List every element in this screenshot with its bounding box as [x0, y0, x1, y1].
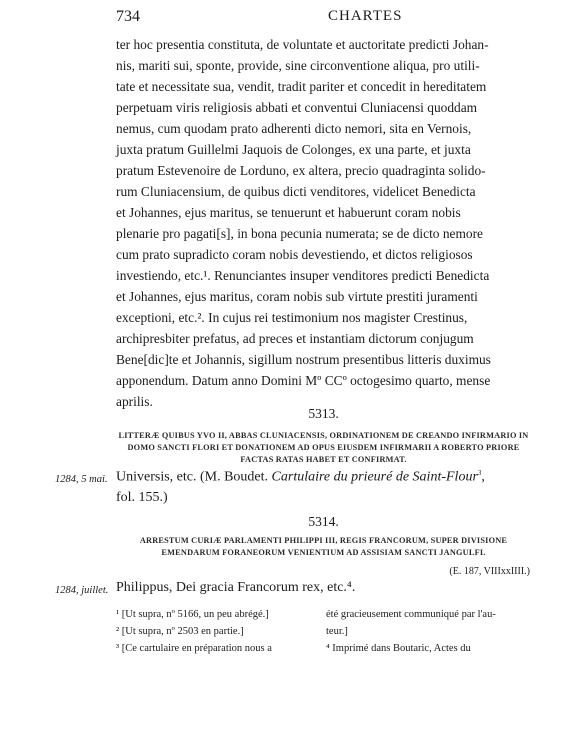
footnote-line: teur.]: [326, 626, 348, 637]
document-number-5314: 5314.: [308, 514, 339, 529]
document-heading-5314: [116, 535, 531, 559]
text-line: archipresbiter prefatus, ad preces et instantiam dictorum conjugum: [116, 331, 474, 346]
document-number-5313: 5313.: [308, 406, 339, 421]
text-line: pratum Estevenoire de Lorduno, ex altera, precio quadraginta solido-: [116, 163, 486, 178]
text-line: Bene[dic]te et Johannis, sigillum nostrum presentibus litteris duximus: [116, 352, 491, 367]
text-line: et Johannes, ejus maritus, se tenuerunt et habuerunt coram nobis: [116, 205, 461, 220]
text-line: cum prato supradicto coram nobis devestiendo, et dictos religiosos: [116, 247, 473, 262]
document-text-5313-line2: fol. 155.): [116, 490, 168, 505]
heading-line: DOMO SANCTI FLORI ET DONATIONEM AD OPUS EIUSDEM INFIRMARII A ROBERTO PRIORE: [127, 443, 520, 452]
footnote-ref: 3: [477, 469, 482, 477]
margin-date-5314: 1284, juillet.: [55, 585, 109, 596]
text-line: et Johannes, ejus maritus, coram nobis sub virtute prestiti juramenti: [116, 289, 478, 304]
text-line: nemus, cum quodam prato adherenti dicto nemori, sita en Vernois,: [116, 121, 472, 136]
text-line: ter hoc presentia constituta, de voluntate et auctoritate predicti Johan-: [116, 37, 489, 52]
heading-line: ARRESTUM CURIÆ PARLAMENTI PHILIPPI III, REGIS FRANCORUM, SUPER DIVISIONE: [139, 536, 508, 545]
archive-reference: (E. 187, VIIIxxIIII.): [449, 566, 530, 577]
heading-line: EMENDARUM FORANEORUM VENIENTIUM AD ASSISIAM SANCTI JANGULFI.: [161, 548, 486, 557]
footnote-line: ¹ [Ut supra, nº 5166, un peu abrégé.]: [116, 609, 269, 620]
margin-date-5313: 1284, 5 mai.: [55, 474, 108, 485]
text-line: aprilis.: [116, 394, 153, 409]
document-text-5313: [116, 469, 485, 486]
text-line: juxta pratum Guillelmi Jaquois de Colonges, ex una parte, et juxta: [116, 142, 471, 157]
text-line: plenarie pro pagati[s], in bona pecunia numerata; se de dicto nemore: [116, 226, 483, 241]
page-number: 734: [116, 8, 140, 25]
document-heading-5313: [116, 430, 531, 466]
footnote-line: été gracieusement communiqué par l'au-: [326, 609, 496, 620]
text-line: exceptioni, etc.². In cujus rei testimonium nos magister Crestinus,: [116, 310, 468, 325]
footnotes-left-column: [116, 606, 321, 657]
text-line: perpetuam viris religiosis abbati et conventui Cluniacensi quoddam: [116, 100, 478, 115]
text-line: apponendum. Datum anno Domini Mº CCº octogesimo quarto, mense: [116, 373, 491, 388]
footnote-line: ⁴ Imprimé dans Boutaric, Actes du: [326, 643, 471, 654]
footnote-line: ³ [Ce cartulaire en préparation nous a: [116, 643, 272, 654]
text-line: nis, mariti sui, sponte, provide, sine circonventione aliqua, pro utili-: [116, 58, 480, 73]
heading-line: LITTERÆ QUIBUS YVO II, ABBAS CLUNIACENSIS, ORDINATIONEM DE CREANDO INFIRMARIO IN: [118, 431, 529, 440]
text-line: investiendo, etc.¹. Renunciantes insuper venditores predicti Benedicta: [116, 268, 490, 283]
text-line: tate et necessitate sua, vendit, tradit pariter et concedit in hereditatem: [116, 79, 487, 94]
document-text-5314: Philippus, Dei gracia Francorum rex, etc.⁴.: [116, 580, 356, 595]
cartulary-title: Cartulaire du prieuré de Saint-Flour: [271, 469, 478, 485]
running-head: CHARTES: [328, 8, 403, 24]
footnote-line: ² [Ut supra, nº 2503 en partie.]: [116, 626, 244, 637]
text-line: rum Cluniacensium, de quibus dicti venditores, videlicet Benedicta: [116, 184, 476, 199]
heading-line: FACTAS RATAS HABET ET CONFIRMAT.: [240, 455, 407, 464]
body-text: [116, 34, 531, 412]
entry-prefix: Universis, etc. (M. Boudet.: [116, 469, 272, 485]
entry-suffix: ,: [481, 469, 485, 485]
footnotes-right-column: [326, 606, 531, 657]
